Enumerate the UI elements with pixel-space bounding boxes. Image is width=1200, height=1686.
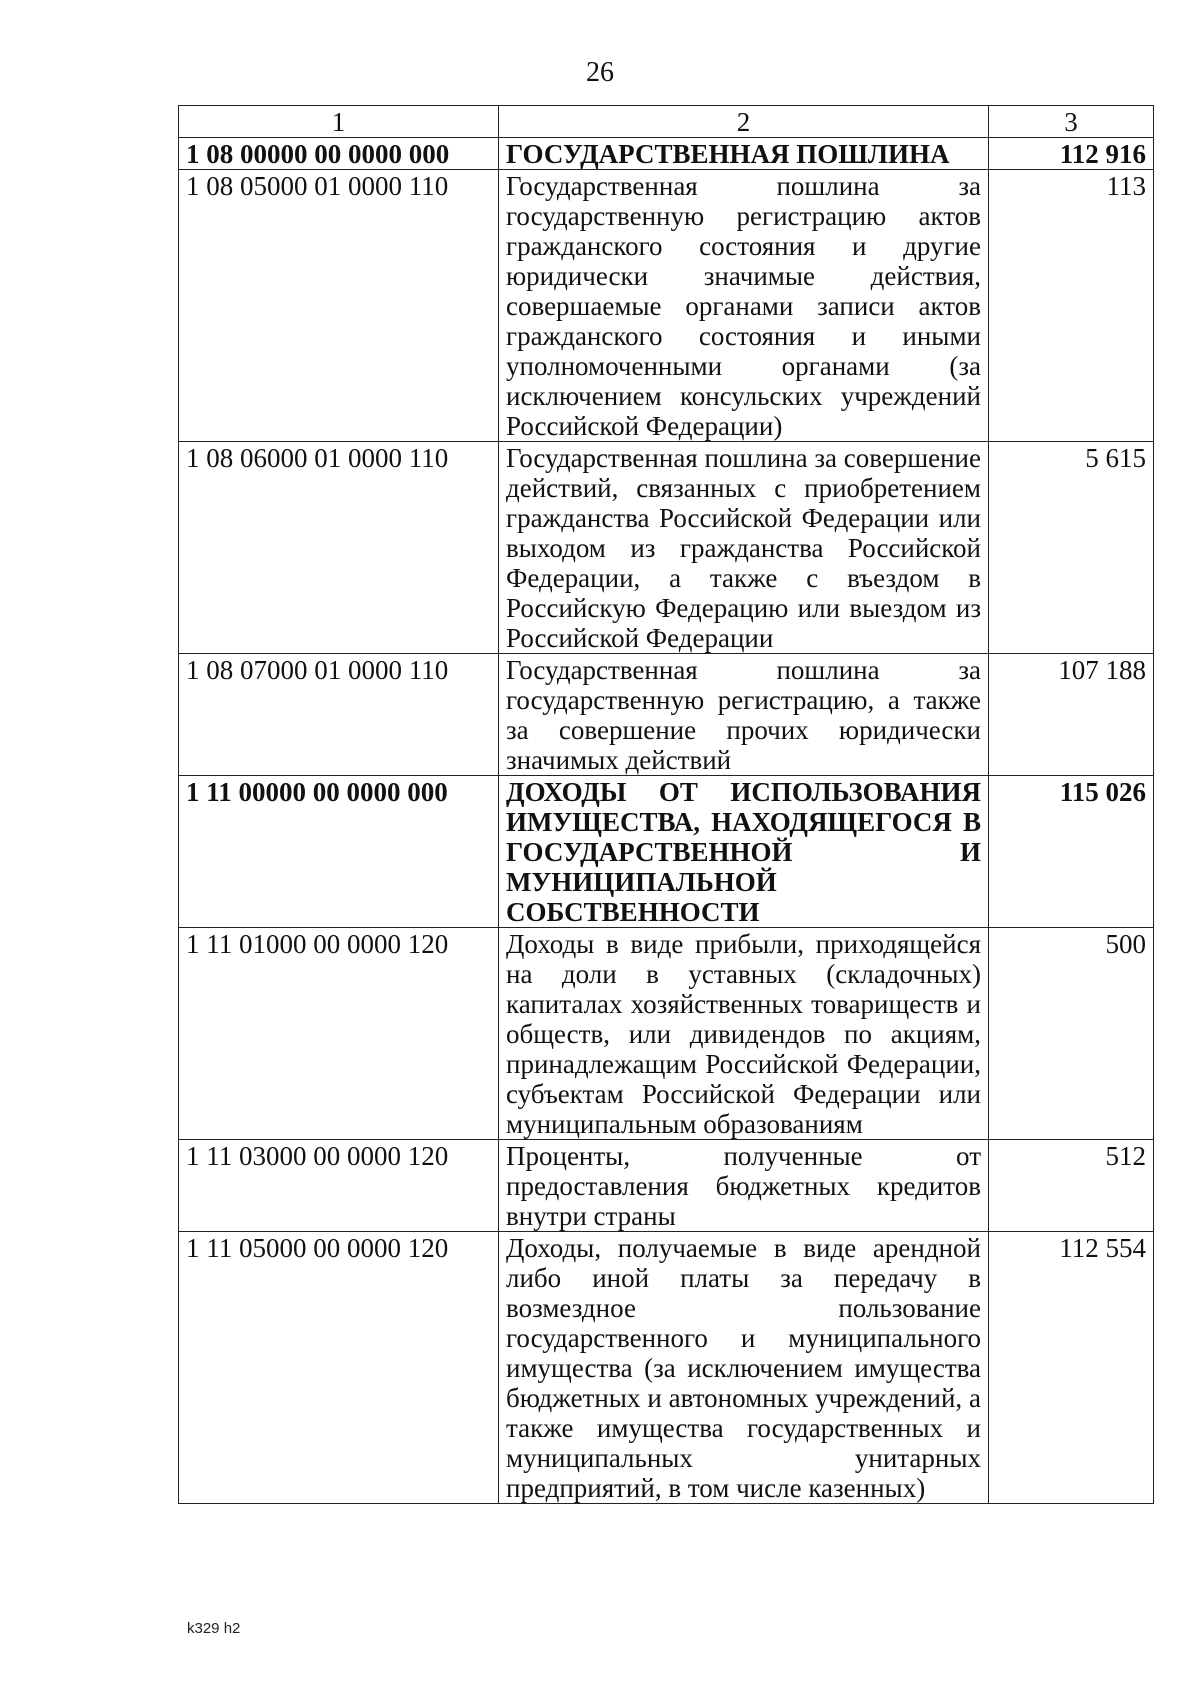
- row-description: Проценты, полученные от предоставления бюджетных кредитов внутри страны: [499, 1140, 989, 1232]
- row-code: 1 08 00000 00 0000 000: [179, 138, 499, 170]
- row-description: Доходы в виде прибыли, приходящейся на доли в уставных (складочных) капиталах хозяйственных товариществ и обществ, или дивидендов по акциям, принадлежащим Российской Федерации, субъектам Российской Федерации или муниципальным образованиям: [499, 928, 989, 1140]
- budget-table: [178, 105, 1154, 1504]
- row-amount: 113: [989, 170, 1154, 442]
- row-code: 1 11 05000 00 0000 120: [179, 1232, 499, 1504]
- row-code: 1 11 01000 00 0000 120: [179, 928, 499, 1140]
- column-header-amount: 3: [989, 106, 1154, 138]
- table-row: [179, 776, 1154, 928]
- table-row: [179, 442, 1154, 654]
- row-description: Государственная пошлина за государственную регистрацию, а также за совершение прочих юридически значимых действий: [499, 654, 989, 776]
- table-row: [179, 138, 1154, 170]
- table-row: [179, 928, 1154, 1140]
- row-amount: 112 916: [989, 138, 1154, 170]
- row-amount: 112 554: [989, 1232, 1154, 1504]
- row-code: 1 11 00000 00 0000 000: [179, 776, 499, 928]
- table-row: [179, 170, 1154, 442]
- column-header-code: 1: [179, 106, 499, 138]
- row-code: 1 08 05000 01 0000 110: [179, 170, 499, 442]
- page-number: 26: [586, 57, 614, 88]
- column-header-description: 2: [499, 106, 989, 138]
- footer-document-code: k329 h2: [187, 1620, 241, 1637]
- table-row: [179, 1140, 1154, 1232]
- table-row: [179, 1232, 1154, 1504]
- row-amount: 107 188: [989, 654, 1154, 776]
- table-header-row: [179, 106, 1154, 138]
- row-amount: 500: [989, 928, 1154, 1140]
- row-code: 1 08 06000 01 0000 110: [179, 442, 499, 654]
- row-amount: 115 026: [989, 776, 1154, 928]
- row-amount: 5 615: [989, 442, 1154, 654]
- row-description: Доходы, получаемые в виде арендной либо иной платы за передачу в возмездное пользование государственного и муниципального имущества (за исключением имущества бюджетных и автономных учреждений, а также имущества государственных и муниципальных унитарных предприятий, в том числе казенных): [499, 1232, 989, 1504]
- table-row: [179, 654, 1154, 776]
- row-amount: 512: [989, 1140, 1154, 1232]
- row-description: Государственная пошлина за совершение действий, связанных с приобретением гражданства Российской Федерации или выходом из гражданства Российской Федерации, а также с въездом в Российскую Федерацию или выездом из Российской Федерации: [499, 442, 989, 654]
- row-description: ГОСУДАРСТВЕННАЯ ПОШЛИНА: [499, 138, 989, 170]
- row-description: ДОХОДЫ ОТ ИСПОЛЬЗОВАНИЯ ИМУЩЕСТВА, НАХОДЯЩЕГОСЯ В ГОСУДАРСТВЕННОЙ И МУНИЦИПАЛЬНОЙ СОБСТВЕННОСТИ: [499, 776, 989, 928]
- row-description: Государственная пошлина за государственную регистрацию актов гражданского состояния и другие юридически значимые действия, совершаемые органами записи актов гражданского состояния и иными уполномоченными органами (за исключением консульских учреждений Российской Федерации): [499, 170, 989, 442]
- row-code: 1 08 07000 01 0000 110: [179, 654, 499, 776]
- row-code: 1 11 03000 00 0000 120: [179, 1140, 499, 1232]
